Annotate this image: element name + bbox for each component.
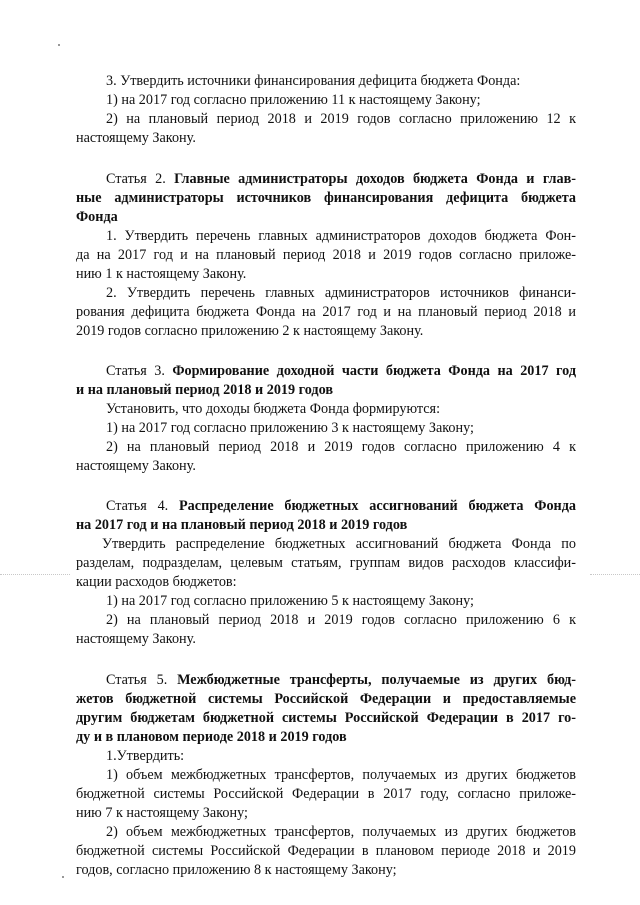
article-title-line: ду и в плановом периоде 2018 и 2019 годов	[76, 729, 347, 745]
article-title-line: Фонда	[76, 209, 118, 225]
paragraph-line: годов, согласно приложению 8 к настоящему Закону;	[76, 862, 397, 878]
paragraph-line: 1) на 2017 год согласно приложению 3 к настоящему Закону;	[106, 420, 474, 436]
article-title-line: другим бюджетам бюджетной системы Российской Федерации в 2017 го-	[76, 710, 576, 726]
paragraph-line: 2019 годов согласно приложению 2 к настоящему Закону.	[76, 323, 424, 339]
article-title: Распределение бюджетных ассигнований бюджета Фонда	[179, 498, 576, 514]
paragraph-line: настоящему Закону.	[76, 458, 196, 474]
article-number: Статья 5.	[106, 672, 178, 688]
paragraph-line: да на 2017 год и на плановый период 2018 и 2019 годов согласно приложе-	[76, 247, 576, 263]
paragraph-line: разделам, подразделам, целевым статьям, группам видов расходов классифи-	[76, 555, 576, 571]
paragraph-line: Установить, что доходы бюджета Фонда формируются:	[106, 401, 441, 417]
paragraph-line: 1) объем межбюджетных трансфертов, получаемых из других бюджетов	[106, 767, 576, 783]
article-title-line: ные администраторы источников финансирования дефицита бюджета	[76, 190, 576, 206]
paragraph-line: рования дефицита бюджета Фонда на 2017 год и на плановый период 2018 и	[76, 304, 576, 320]
article-heading	[106, 362, 576, 381]
paragraph-line: 1) на 2017 год согласно приложению 11 к настоящему Закону;	[106, 92, 481, 108]
scan-speck	[58, 44, 60, 46]
article-heading	[106, 497, 576, 516]
paragraph-line: 1.Утвердить:	[106, 748, 185, 764]
paragraph-line: 2. Утвердить перечень главных администраторов источников финанси-	[106, 285, 576, 301]
paragraph-line: 1. Утвердить перечень главных администраторов доходов бюджета Фон-	[106, 228, 576, 244]
article-number: Статья 4.	[106, 498, 180, 514]
paragraph-line: 2) на плановый период 2018 и 2019 годов согласно приложению 12 к	[106, 111, 576, 127]
paragraph-line: кации расходов бюджетов:	[76, 574, 237, 590]
paragraph-line: 1) на 2017 год согласно приложению 5 к настоящему Закону;	[106, 593, 474, 609]
article-heading	[106, 671, 576, 690]
paragraph-line: 2) объем межбюджетных трансфертов, получаемых из других бюджетов	[106, 824, 576, 840]
scan-speck	[62, 876, 64, 878]
paragraph-line: бюджетной системы Российской Федерации в плановом периоде 2018 и 2019	[76, 843, 576, 859]
paragraph-line: нию 1 к настоящему Закону.	[76, 266, 247, 282]
paragraph-line: 2) на плановый период 2018 и 2019 годов согласно приложению 4 к	[106, 439, 576, 455]
article-title-line: и на плановый период 2018 и 2019 годов	[76, 382, 334, 398]
scan-dotted-line	[590, 574, 640, 576]
paragraph-line: настоящему Закону.	[76, 631, 196, 647]
article-number: Статья 3.	[106, 363, 173, 379]
article-title-line: жетов бюджетной системы Российской Федерации и предоставляемые	[76, 691, 576, 707]
paragraph-line: нию 7 к настоящему Закону;	[76, 805, 248, 821]
scan-dotted-line	[0, 574, 70, 576]
article-heading	[106, 170, 576, 189]
paragraph-line: 3. Утвердить источники финансирования дефицита бюджета Фонда:	[106, 73, 521, 89]
article-title: Формирование доходной части бюджета Фонда на 2017 год	[172, 363, 576, 379]
paragraph-line: Утвердить распределение бюджетных ассигнований бюджета Фонда по	[102, 536, 576, 552]
article-title: Главные администраторы доходов бюджета Фонда и глав-	[174, 171, 576, 187]
article-number: Статья 2.	[106, 171, 175, 187]
article-title: Межбюджетные трансферты, получаемые из других бюд-	[177, 672, 576, 688]
article-title-line: на 2017 год и на плановый период 2018 и 2019 годов	[76, 517, 408, 533]
paragraph-line: настоящему Закону.	[76, 130, 196, 146]
paragraph-line: 2) на плановый период 2018 и 2019 годов согласно приложению 6 к	[106, 612, 576, 628]
paragraph-line: бюджетной системы Российской Федерации в 2017 году, согласно приложе-	[76, 786, 576, 802]
